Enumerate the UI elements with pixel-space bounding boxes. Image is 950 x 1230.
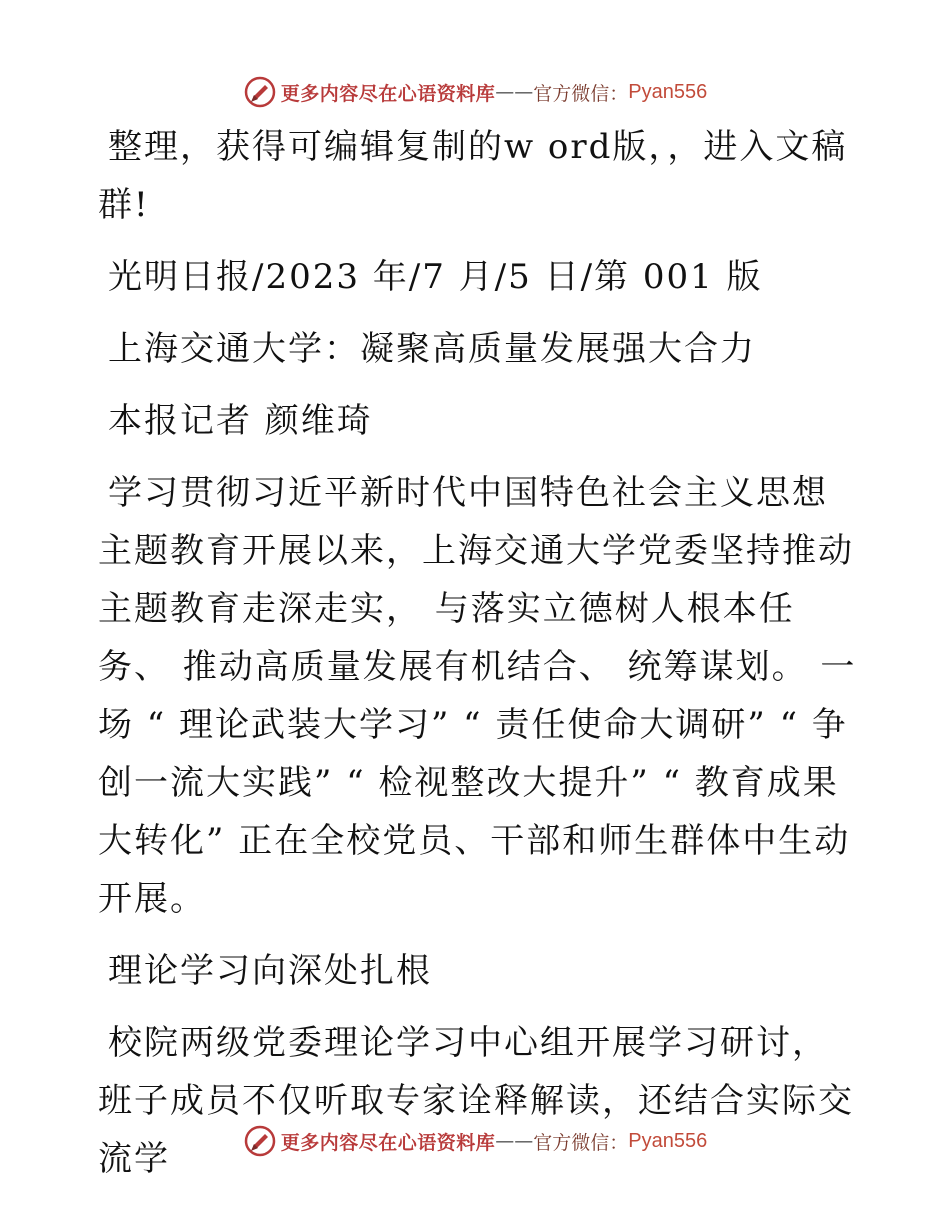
logo-icon xyxy=(243,75,277,109)
banner-wechat-label: 官方微信： xyxy=(533,1131,629,1154)
intro-text: 整理，获得可编辑复制的w ord版，，进入文稿群! xyxy=(98,127,848,225)
paragraph-2: 校院两级党委理论学习中心组开展学习研讨，班子成员不仅听取专家诠释解读，还结合实际交流学 xyxy=(98,1023,854,1179)
banner-wechat-label: 官方微信： xyxy=(533,82,629,105)
banner-separator: —— xyxy=(495,1130,534,1152)
watermark-banner-top xyxy=(0,70,950,114)
source-line: 光明日报/2023 年/7 月/5 日/第 001 版 xyxy=(108,257,763,297)
article-title: 上海交通大学：凝聚高质量发展强大合力 xyxy=(108,329,756,369)
document-body xyxy=(98,118,858,1188)
banner-text: 更多内容尽在心语资料库 xyxy=(280,82,496,105)
watermark-banner-bottom xyxy=(0,1119,950,1163)
paragraph-1: 学习贯彻习近平新时代中国特色社会主义思想主题教育开展以来，上海交通大学党委坚持推动主题教育走深走实， 与落实立德树人根本任务、 推动高质量发展有机结合、 统筹谋划。 一场 “ 理论武装大学习” “ 责任使命大调研” “ 争创一流大实践” “ 检视整改大提升” “ 教育成果大转化” 正在全校党员、干部和师生群体中生动开展。 xyxy=(98,473,857,919)
banner-separator: —— xyxy=(495,81,534,103)
section-heading: 理论学习向深处扎根 xyxy=(108,951,432,991)
banner-wechat-id: Pyan556 xyxy=(628,80,708,103)
byline: 本报记者 颜维琦 xyxy=(108,401,373,441)
banner-text: 更多内容尽在心语资料库 xyxy=(280,1131,496,1154)
logo-icon xyxy=(243,1124,277,1158)
banner-wechat-id: Pyan556 xyxy=(628,1129,708,1152)
